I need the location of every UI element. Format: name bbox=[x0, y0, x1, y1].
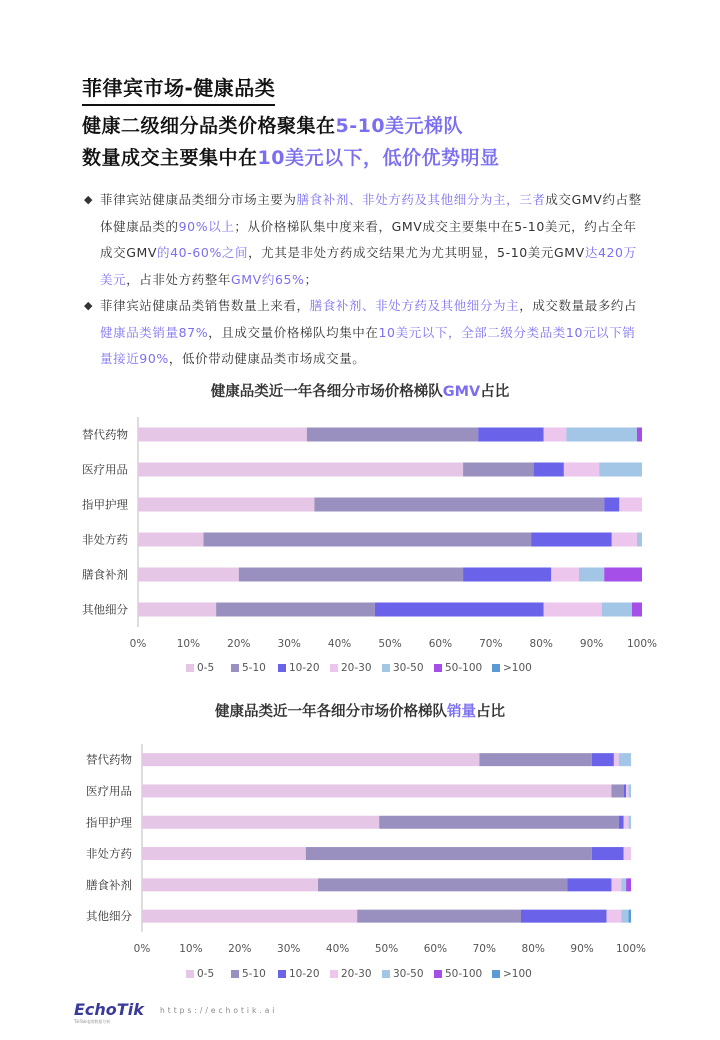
bar-segment bbox=[579, 568, 604, 582]
bar-segment bbox=[463, 568, 551, 582]
diamond-bullet-icon: ◆ bbox=[84, 193, 94, 206]
legend-label: 50-100 bbox=[445, 968, 483, 980]
category-label: 医疗用品 bbox=[82, 462, 128, 477]
bar-segment bbox=[521, 910, 607, 923]
bar-segment bbox=[629, 816, 631, 829]
body-text: 成交GMV约占整体健康品类的 bbox=[100, 192, 642, 234]
bar-segment bbox=[138, 463, 463, 477]
bar-segment bbox=[629, 784, 631, 797]
legend-swatch bbox=[492, 970, 500, 978]
bar-segment bbox=[619, 753, 631, 766]
legend-label: >100 bbox=[503, 968, 532, 980]
diamond-bullet-icon: ◆ bbox=[84, 299, 94, 312]
bar-segment bbox=[142, 816, 379, 829]
bar-segment bbox=[607, 910, 622, 923]
body-text: ，且成交量价格梯队均集中在 bbox=[208, 324, 379, 340]
category-label: 替代药物 bbox=[86, 752, 132, 767]
bar-segment bbox=[624, 784, 626, 797]
highlight-text: 膳食补剂、非处方药及其他细分为主，三者 bbox=[296, 192, 546, 207]
body-text: ，成交数量最多约占 bbox=[519, 298, 638, 313]
legend-label: 30-50 bbox=[393, 968, 424, 980]
bar-segment bbox=[142, 910, 357, 923]
x-tick-label: 80% bbox=[529, 638, 553, 650]
bar-segment bbox=[138, 603, 216, 617]
bar-segment bbox=[142, 753, 479, 766]
category-label: 替代药物 bbox=[82, 427, 128, 442]
bar-segment bbox=[142, 847, 306, 860]
x-tick-label: 40% bbox=[325, 943, 350, 955]
bar-segment bbox=[626, 878, 631, 891]
chart-title-volume bbox=[0, 700, 720, 721]
bar-segment bbox=[624, 847, 631, 860]
body-text: 菲律宾站健康品类销售数量上来看， bbox=[100, 298, 310, 313]
legend-swatch bbox=[186, 664, 194, 672]
bar-segment bbox=[624, 816, 629, 829]
x-tick-label: 20% bbox=[228, 943, 252, 955]
legend-swatch bbox=[231, 664, 239, 672]
bar-segment bbox=[307, 428, 478, 442]
bar-segment bbox=[318, 878, 567, 891]
chart-title-text: 健康品类近一年各细分市场价格梯队 bbox=[215, 704, 447, 720]
body-text: 菲律宾站健康品类细分市场主要为 bbox=[100, 192, 297, 207]
bar-segment bbox=[544, 603, 602, 617]
bar-segment bbox=[142, 784, 611, 797]
highlight-text: 健康品类销量87% bbox=[100, 324, 209, 340]
category-label: 指甲护理 bbox=[82, 497, 128, 512]
legend-swatch bbox=[330, 970, 338, 978]
legend-label: 20-30 bbox=[341, 968, 372, 980]
legend-label: 5-10 bbox=[242, 968, 266, 980]
x-tick-label: 80% bbox=[521, 943, 545, 955]
x-tick-label: 10% bbox=[176, 638, 201, 650]
bar-segment bbox=[544, 428, 567, 442]
category-label: 指甲护理 bbox=[86, 815, 132, 830]
bar-segment bbox=[566, 428, 637, 442]
bar-segment bbox=[611, 784, 623, 797]
bar-segment bbox=[463, 463, 534, 477]
bar-segment bbox=[604, 498, 619, 512]
chart-title-suffix: 占比 bbox=[480, 384, 510, 400]
chart-title-suffix: 占比 bbox=[476, 704, 505, 720]
bar-segment bbox=[479, 753, 591, 766]
x-tick-label: 90% bbox=[570, 943, 594, 955]
body-text: ，低价带动健康品类市场成交量。 bbox=[168, 351, 366, 366]
bar-segment bbox=[564, 463, 599, 477]
bar-segment bbox=[604, 568, 642, 582]
bar-segment bbox=[611, 878, 621, 891]
x-tick-label: 0% bbox=[129, 638, 147, 650]
chart-title-highlight: GMV bbox=[442, 384, 481, 400]
bar-segment bbox=[599, 463, 642, 477]
chart-title-highlight: 销量 bbox=[447, 704, 476, 720]
gmv-stacked-bar-chart bbox=[0, 405, 720, 705]
legend-swatch bbox=[382, 664, 390, 672]
bar-segment bbox=[632, 603, 642, 617]
category-label: 其他细分 bbox=[86, 909, 132, 924]
headline-1 bbox=[82, 111, 463, 138]
bar-segment bbox=[614, 753, 619, 766]
headline-2 bbox=[82, 143, 499, 170]
page-title: 菲律宾市场-健康品类 bbox=[82, 72, 275, 106]
legend-swatch bbox=[231, 970, 239, 978]
legend-label: 10-20 bbox=[289, 662, 320, 674]
bar-segment bbox=[531, 533, 612, 547]
logo-subtitle: TikTok电商数据分析 bbox=[74, 1019, 111, 1024]
x-tick-label: 10% bbox=[179, 943, 203, 955]
bar-segment bbox=[567, 878, 611, 891]
x-tick-label: 60% bbox=[423, 943, 448, 955]
legend-swatch bbox=[434, 970, 442, 978]
legend-label: 0-5 bbox=[197, 662, 215, 674]
bar-segment bbox=[478, 428, 544, 442]
legend-label: 5-10 bbox=[242, 662, 266, 674]
bar-segment bbox=[619, 498, 642, 512]
bar-segment bbox=[637, 533, 642, 547]
legend-label: 10-20 bbox=[289, 968, 320, 980]
x-tick-label: 30% bbox=[277, 943, 301, 955]
x-tick-label: 60% bbox=[428, 638, 453, 650]
bar-segment bbox=[602, 603, 632, 617]
body-text: ； bbox=[304, 271, 318, 287]
category-label: 非处方药 bbox=[86, 846, 132, 861]
legend-label: 20-30 bbox=[341, 662, 372, 674]
bullet-item-volume bbox=[84, 293, 646, 373]
bar-segment bbox=[621, 878, 626, 891]
x-tick-label: 20% bbox=[227, 638, 251, 650]
bar-segment bbox=[592, 847, 624, 860]
category-label: 其他细分 bbox=[82, 602, 128, 617]
bar-segment bbox=[379, 816, 619, 829]
highlight-text: GMV约65% bbox=[231, 271, 305, 287]
highlight-text: 的40-60%之间 bbox=[157, 245, 249, 260]
chart-title-text: 健康品类近一年各细分市场价格梯队 bbox=[210, 384, 443, 400]
x-tick-label: 50% bbox=[374, 943, 399, 955]
bar-segment bbox=[637, 428, 642, 442]
bar-segment bbox=[375, 603, 544, 617]
bar-segment bbox=[612, 533, 637, 547]
bar-segment bbox=[621, 910, 628, 923]
highlight-text: 90%以上 bbox=[178, 218, 235, 234]
bullet-list bbox=[84, 187, 646, 373]
chart-title-gmv bbox=[0, 380, 720, 401]
legend-label: 50-100 bbox=[445, 662, 483, 674]
legend-swatch bbox=[330, 664, 338, 672]
x-tick-label: 30% bbox=[277, 638, 301, 650]
x-tick-label: 40% bbox=[327, 638, 352, 650]
highlight-text: 10美元以下，全部二级分类品类10元以下销量接近90% bbox=[100, 324, 636, 366]
bar-segment bbox=[592, 753, 614, 766]
echotik-logo: EchoTik bbox=[74, 1000, 144, 1019]
x-tick-label: 70% bbox=[472, 943, 496, 955]
legend-swatch bbox=[186, 970, 194, 978]
bar-segment bbox=[138, 428, 307, 442]
legend-label: 0-5 bbox=[197, 968, 215, 980]
legend-swatch bbox=[382, 970, 390, 978]
headline-2-highlight: 10美元以下，低价优势明显 bbox=[257, 147, 500, 169]
bar-segment bbox=[239, 568, 463, 582]
bar-segment bbox=[534, 463, 564, 477]
legend-swatch bbox=[278, 664, 286, 672]
category-label: 膳食补剂 bbox=[86, 877, 132, 892]
body-text: ，尤其是非处方药成交结果尤为尤其明显，5-10美元GMV bbox=[248, 245, 585, 260]
headline-2-text: 数量成交主要集中在 bbox=[82, 147, 258, 169]
legend-label: 30-50 bbox=[393, 662, 424, 674]
bar-segment bbox=[314, 498, 604, 512]
category-label: 医疗用品 bbox=[86, 783, 132, 798]
bar-segment bbox=[216, 603, 375, 617]
x-tick-label: 70% bbox=[479, 638, 503, 650]
bullet-item-gmv bbox=[84, 187, 646, 293]
body-text: ，占非处方药整年 bbox=[126, 271, 232, 287]
category-label: 非处方药 bbox=[82, 532, 128, 547]
volume-stacked-bar-chart bbox=[0, 730, 720, 1000]
body-text: ；从价格梯队集中度来看，GMV成交主要集中在5-10美元，约占全年成交GMV bbox=[100, 218, 637, 260]
bar-segment bbox=[138, 568, 239, 582]
bar-segment bbox=[626, 784, 628, 797]
headline-1-highlight: 5-10美元梯队 bbox=[335, 115, 464, 137]
bar-segment bbox=[619, 816, 624, 829]
bar-segment bbox=[357, 910, 521, 923]
headline-1-text: 健康二级细分品类价格聚集在 bbox=[82, 115, 336, 137]
bar-segment bbox=[204, 533, 532, 547]
bar-segment bbox=[551, 568, 579, 582]
x-tick-label: 50% bbox=[378, 638, 402, 650]
highlight-text: 达420万美元 bbox=[100, 245, 637, 287]
bar-segment bbox=[629, 910, 631, 923]
legend-swatch bbox=[434, 664, 442, 672]
x-tick-label: 100% bbox=[615, 943, 647, 955]
bar-segment bbox=[306, 847, 592, 860]
highlight-text: 膳食补剂、非处方药及其他细分为主 bbox=[309, 298, 520, 313]
legend-label: >100 bbox=[503, 662, 532, 674]
bar-segment bbox=[138, 498, 314, 512]
bar-segment bbox=[138, 533, 204, 547]
x-tick-label: 90% bbox=[579, 638, 604, 650]
category-label: 膳食补剂 bbox=[82, 567, 128, 582]
x-tick-label: 100% bbox=[626, 638, 658, 650]
legend-swatch bbox=[278, 970, 286, 978]
x-tick-label: 0% bbox=[133, 943, 151, 955]
footer-url-link[interactable]: https://echotik.ai bbox=[160, 1006, 278, 1015]
bar-segment bbox=[142, 878, 318, 891]
legend-swatch bbox=[492, 664, 500, 672]
